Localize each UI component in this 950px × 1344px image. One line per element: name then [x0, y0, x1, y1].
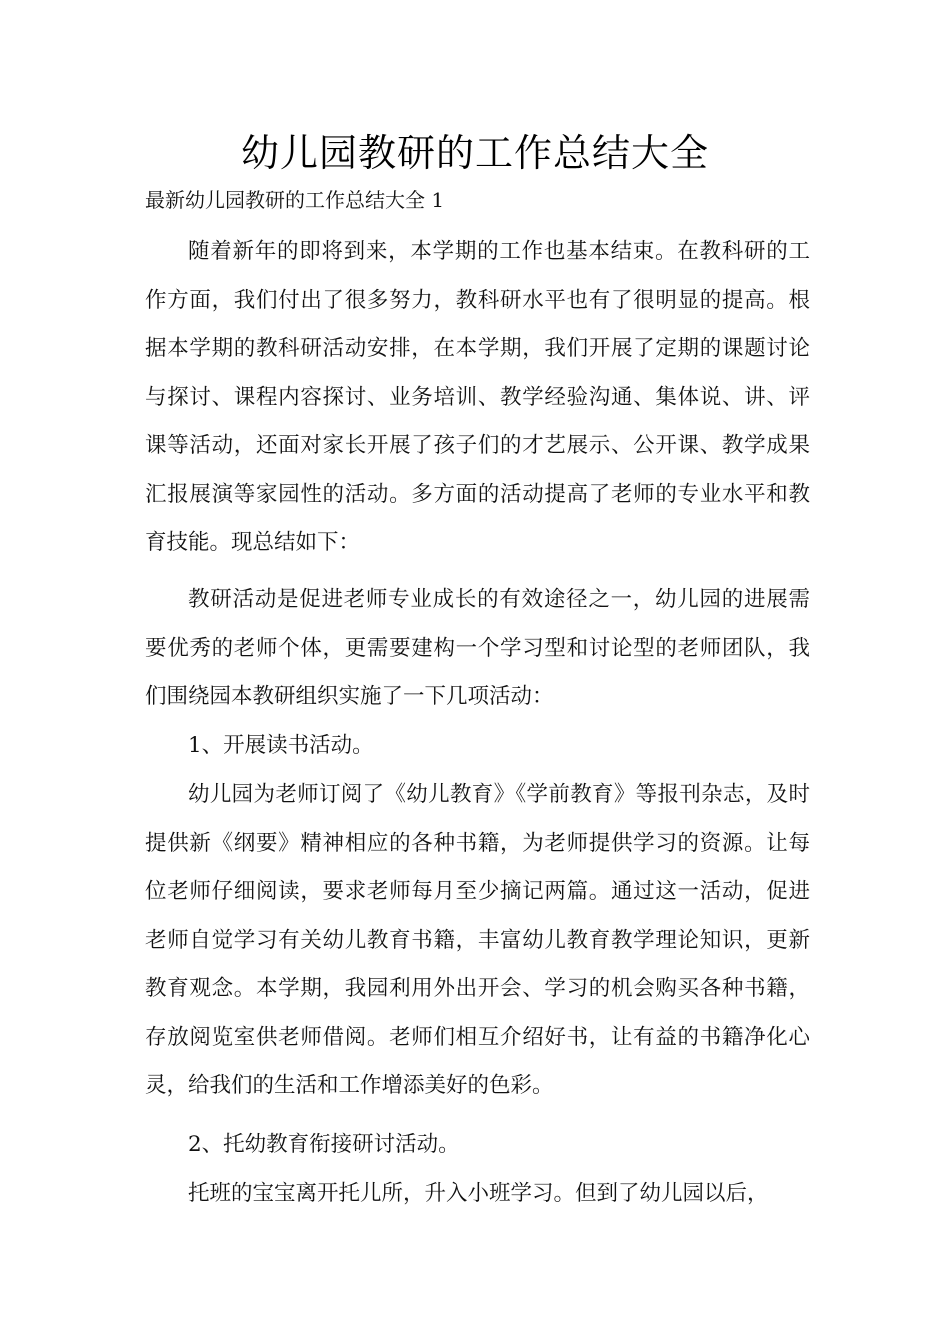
- document-title: 幼儿园教研的工作总结大全: [240, 131, 709, 175]
- section-heading-reading: 1、开展读书活动。: [188, 733, 374, 758]
- paragraph-transition: 托班的宝宝离开托儿所，升入小班学习。但到了幼儿园以后，: [188, 1181, 769, 1206]
- paragraph-intro: 随着新年的即将到来，本学期的工作也基本结束。在教科研的工作方面，我们付出了很多努力，教科研水平也有了很明显的提高。根据本学期的教科研活动安排，在本学期，我们开展了定期的课题讨论与探讨、课程内容探讨、业务培训、教学经验沟通、集体说、讲、评课等活动，还面对家长开展了孩子们的才艺展示、公开课、教学成果汇报展演等家园性的活动。多方面的活动提高了老师的专业水平和教育技能。现总结如下：: [145, 239, 810, 555]
- section-heading-transition: 2、托幼教育衔接研讨活动。: [188, 1132, 460, 1157]
- paragraph-reading-activity: 幼儿园为老师订阅了《幼儿教育》《学前教育》等报刊杂志，及时提供新《纲要》精神相应的各种书籍，为老师提供学习的资源。让每位老师仔细阅读，要求老师每月至少摘记两篇。通过这一活动，促进老师自觉学习有关幼儿教育书籍，丰富幼儿教育教学理论知识，更新教育观念。本学期，我园利用外出开会、学习的机会购买各种书籍，存放阅览室供老师借阅。老师们相互介绍好书，让有益的书籍净化心灵，给我们的生活和工作增添美好的色彩。: [145, 782, 810, 1098]
- document-subtitle: 最新幼儿园教研的工作总结大全 1: [145, 188, 445, 212]
- paragraph-teaching-research: 教研活动是促进老师专业成长的有效途径之一，幼儿园的进展需要优秀的老师个体，更需要建构一个学习型和讨论型的老师团队，我们围绕园本教研组织实施了一下几项活动：: [145, 587, 810, 709]
